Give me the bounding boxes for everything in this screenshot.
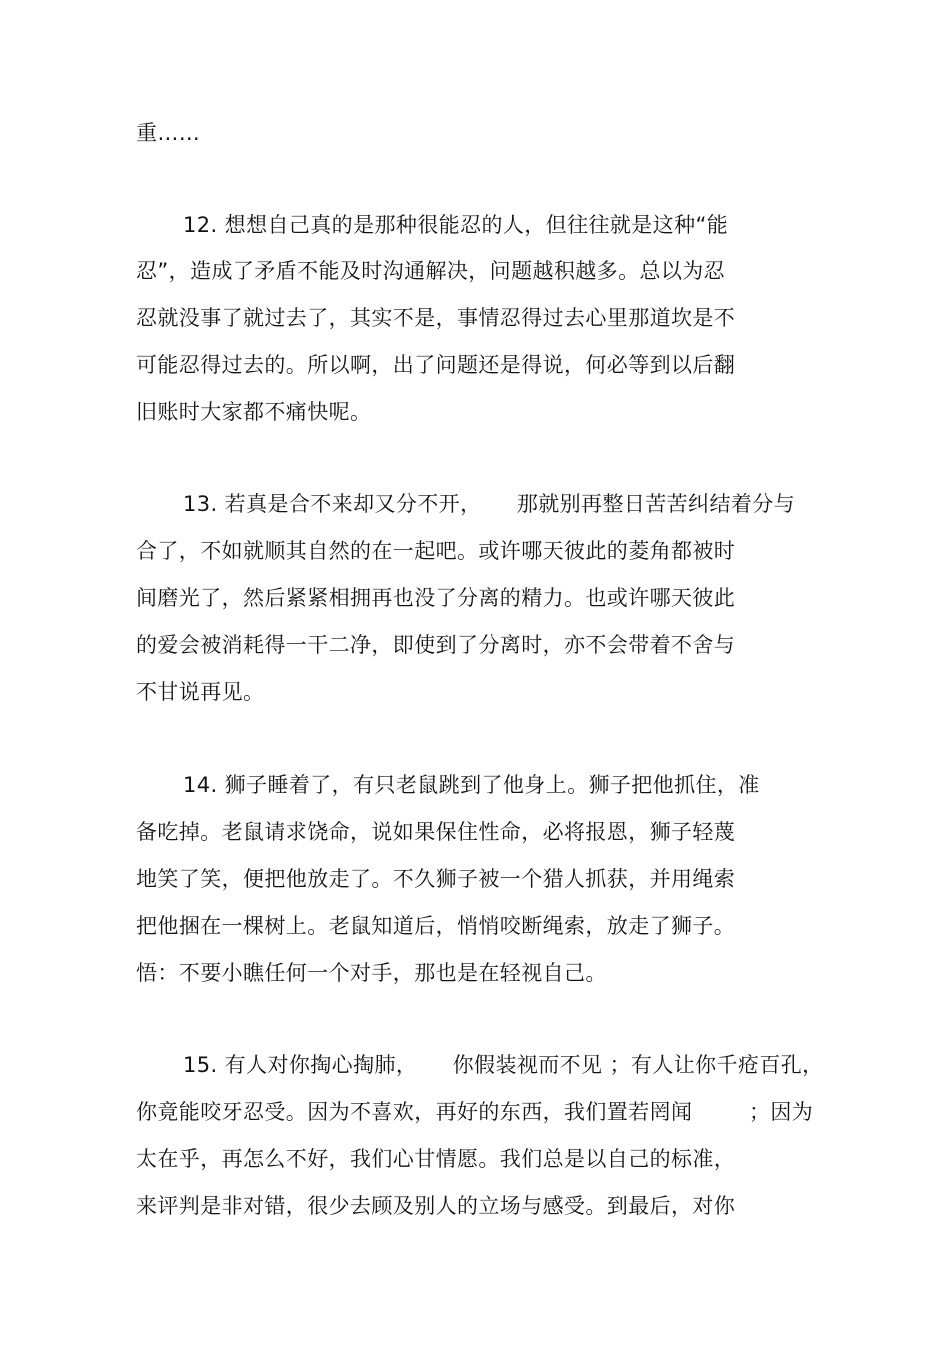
paragraph-14-line-2: 备吃掉。老鼠请求饶命，说如果保住性命，必将报恩，狮子轻蔑	[136, 820, 736, 844]
paragraph-14-line-5: 悟：不要小瞧任何一个对手，那也是在轻视自己。	[136, 961, 607, 985]
paragraph-13-line-5: 不甘说再见。	[136, 680, 265, 704]
paragraph-continuation-line: 重……	[136, 121, 201, 145]
paragraph-15-line-1: 15. 有人对你掏心掏肺， 你假装视而不见 ；有人让你千疮百孔，	[183, 1053, 824, 1077]
paragraph-15-line-3: 太在乎，再怎么不好，我们心甘情愿。我们总是以自己的标准，	[136, 1147, 736, 1171]
paragraph-13-line-1: 13. 若真是合不来却又分不开， 那就别再整日苦苦纠结着分与	[183, 492, 796, 516]
paragraph-12-line-4: 可能忍得过去的。所以啊，出了问题还是得说，何必等到以后翻	[136, 353, 736, 377]
paragraph-12-line-3: 忍就没事了就过去了，其实不是，事情忍得过去心里那道坎是不	[136, 306, 736, 330]
paragraph-14-line-4: 把他捆在一棵树上。老鼠知道后，悄悄咬断绳索，放走了狮子。	[136, 914, 736, 938]
paragraph-14-line-1: 14. 狮子睡着了，有只老鼠跳到了他身上。狮子把他抓住，准	[183, 773, 760, 797]
paragraph-15-line-2: 你竟能咬牙忍受。因为不喜欢，再好的东西，我们置若罔闻 ；因为	[136, 1100, 814, 1124]
paragraph-15-line-4: 来评判是非对错，很少去顾及别人的立场与感受。到最后，对你	[136, 1194, 736, 1218]
paragraph-13-line-2: 合了，不如就顺其自然的在一起吧。或许哪天彼此的菱角都被时	[136, 539, 736, 563]
paragraph-14-line-3: 地笑了笑，便把他放走了。不久狮子被一个猎人抓获，并用绳索	[136, 867, 736, 891]
paragraph-13-line-4: 的爱会被消耗得一干二净，即使到了分离时，亦不会带着不舍与	[136, 633, 736, 657]
paragraph-12-line-2: 忍”，造成了矛盾不能及时沟通解决，问题越积越多。总以为忍	[136, 259, 726, 283]
paragraph-13-line-3: 间磨光了，然后紧紧相拥再也没了分离的精力。也或许哪天彼此	[136, 586, 736, 610]
paragraph-12-line-5: 旧账时大家都不痛快呢。	[136, 400, 372, 424]
paragraph-12-line-1: 12. 想想自己真的是那种很能忍的人，但往往就是这种“能	[183, 213, 729, 237]
